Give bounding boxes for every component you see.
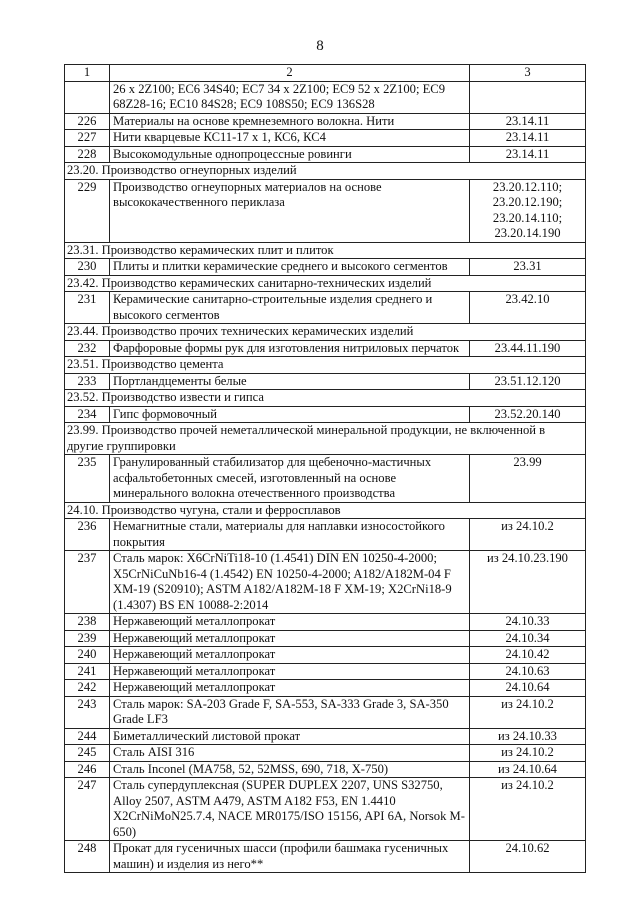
row-number: 248 <box>65 841 110 873</box>
okpd-code: 23.14.11 <box>470 146 586 163</box>
section-header-row <box>65 324 586 341</box>
okpd-code: 24.10.64 <box>470 680 586 697</box>
product-name: 26 x 2Z100; EC6 34S40; EC7 34 x 2Z100; EC9 52 x 2Z100; EC9 68Z28-16; EC10 84S28; EC9 108S50; EC9 136S28 <box>110 81 470 113</box>
table-row <box>65 614 586 631</box>
header-col-2: 2 <box>110 65 470 82</box>
row-number: 229 <box>65 179 110 242</box>
table-row <box>65 292 586 324</box>
row-number: 230 <box>65 259 110 276</box>
table-row <box>65 696 586 728</box>
product-name: Высокомодульные однопроцессные ровинги <box>110 146 470 163</box>
okpd-code: 24.10.62 <box>470 841 586 873</box>
row-number: 237 <box>65 551 110 614</box>
okpd-code: из 24.10.2 <box>470 519 586 551</box>
row-number: 247 <box>65 778 110 841</box>
table-row <box>65 81 586 113</box>
row-number: 242 <box>65 680 110 697</box>
row-number: 226 <box>65 113 110 130</box>
row-number: 234 <box>65 406 110 423</box>
section-title: 23.51. Производство цемента <box>65 357 586 374</box>
row-number: 228 <box>65 146 110 163</box>
section-header-row <box>65 390 586 407</box>
okpd-code <box>470 81 586 113</box>
table-row <box>65 373 586 390</box>
section-title: 23.42. Производство керамических санитарно-технических изделий <box>65 275 586 292</box>
section-header-row <box>65 242 586 259</box>
table-row <box>65 406 586 423</box>
row-number: 235 <box>65 455 110 503</box>
row-number: 233 <box>65 373 110 390</box>
product-name: Сталь марок: X6CrNiTi18-10 (1.4541) DIN EN 10250-4-2000; X5CrNiCuNb16-4 (1.4542) EN 10250-4-2000; A182/A182M-04 F XM-19 (S20910); ASTM A182/A182M-18 F XM-19; X2CrNi18-9 (1.4307) BS EN 10088-2:2014 <box>110 551 470 614</box>
product-name: Нержавеющий металлопрокат <box>110 614 470 631</box>
product-name: Фарфоровые формы рук для изготовления нитриловых перчаток <box>110 340 470 357</box>
page-number: 8 <box>316 38 324 54</box>
okpd-code: 23.51.12.120 <box>470 373 586 390</box>
product-name: Керамические санитарно-строительные изделия среднего и высокого сегментов <box>110 292 470 324</box>
table-row <box>65 663 586 680</box>
table-row <box>65 745 586 762</box>
okpd-code: 23.31 <box>470 259 586 276</box>
row-number: 238 <box>65 614 110 631</box>
product-name: Гипс формовочный <box>110 406 470 423</box>
okpd-code: 24.10.63 <box>470 663 586 680</box>
product-name: Гранулированный стабилизатор для щебеночно-мастичных асфальтобетонных смесей, изготовленный на основе минерального волокна отечественного производства <box>110 455 470 503</box>
table-row <box>65 340 586 357</box>
product-name: Сталь AISI 316 <box>110 745 470 762</box>
row-number: 239 <box>65 630 110 647</box>
row-number: 244 <box>65 728 110 745</box>
product-name: Производство огнеупорных материалов на основе высококачественного периклаза <box>110 179 470 242</box>
okpd-code: из 24.10.2 <box>470 745 586 762</box>
row-number: 227 <box>65 130 110 147</box>
okpd-code: 23.20.12.110; 23.20.12.190; 23.20.14.110; 23.20.14.190 <box>470 179 586 242</box>
okpd-code: из 24.10.23.190 <box>470 551 586 614</box>
classification-table <box>64 64 586 873</box>
row-number: 236 <box>65 519 110 551</box>
section-title: 23.31. Производство керамических плит и плиток <box>65 242 586 259</box>
product-name: Немагнитные стали, материалы для наплавки износостойкого покрытия <box>110 519 470 551</box>
row-number: 243 <box>65 696 110 728</box>
okpd-code: 24.10.33 <box>470 614 586 631</box>
table-row <box>65 519 586 551</box>
product-name: Нержавеющий металлопрокат <box>110 647 470 664</box>
section-title: 23.20. Производство огнеупорных изделий <box>65 163 586 180</box>
okpd-code: из 24.10.2 <box>470 696 586 728</box>
section-header-row <box>65 275 586 292</box>
table-row <box>65 146 586 163</box>
table-row <box>65 778 586 841</box>
product-name: Нити кварцевые КС11-17 х 1, КС6, КС4 <box>110 130 470 147</box>
okpd-code: 23.42.10 <box>470 292 586 324</box>
table-row <box>65 728 586 745</box>
table-row <box>65 630 586 647</box>
product-name: Сталь Inconel (MA758, 52, 52MSS, 690, 718, X-750) <box>110 761 470 778</box>
product-name: Материалы на основе кремнеземного волокна. Нити <box>110 113 470 130</box>
product-name: Нержавеющий металлопрокат <box>110 663 470 680</box>
okpd-code: из 24.10.64 <box>470 761 586 778</box>
product-name: Сталь марок: SA-203 Grade F, SA-553, SA-333 Grade 3, SA-350 Grade LF3 <box>110 696 470 728</box>
product-name: Сталь супердуплексная (SUPER DUPLEX 2207, UNS S32750, Alloy 2507, ASTM A479, ASTM A182 F53, EN 1.4410 X2CrNiMoN25.7.4, NACE MR0175/ISO 15156, API 6A, Norsok M-650) <box>110 778 470 841</box>
okpd-code: 23.44.11.190 <box>470 340 586 357</box>
section-title: 23.44. Производство прочих технических керамических изделий <box>65 324 586 341</box>
header-col-1: 1 <box>65 65 110 82</box>
table-row <box>65 647 586 664</box>
section-title: 24.10. Производство чугуна, стали и ферросплавов <box>65 502 586 519</box>
table-row <box>65 455 586 503</box>
okpd-code: 24.10.34 <box>470 630 586 647</box>
section-header-row <box>65 163 586 180</box>
product-name: Портландцементы белые <box>110 373 470 390</box>
okpd-code: из 24.10.2 <box>470 778 586 841</box>
product-name: Нержавеющий металлопрокат <box>110 680 470 697</box>
section-title: 23.52. Производство извести и гипса <box>65 390 586 407</box>
table-row <box>65 113 586 130</box>
section-title: 23.99. Производство прочей неметаллической минеральной продукции, не включенной в другие группировки <box>65 423 586 455</box>
table-row <box>65 130 586 147</box>
okpd-code: 24.10.42 <box>470 647 586 664</box>
okpd-code: 23.14.11 <box>470 113 586 130</box>
product-name: Нержавеющий металлопрокат <box>110 630 470 647</box>
okpd-code: 23.52.20.140 <box>470 406 586 423</box>
okpd-code: 23.99 <box>470 455 586 503</box>
row-number: 232 <box>65 340 110 357</box>
row-number: 231 <box>65 292 110 324</box>
section-header-row <box>65 423 586 455</box>
section-header-row <box>65 502 586 519</box>
row-number: 245 <box>65 745 110 762</box>
header-col-3: 3 <box>470 65 586 82</box>
row-number: 241 <box>65 663 110 680</box>
table-header-row <box>65 65 586 82</box>
product-name: Прокат для гусеничных шасси (профили башмака гусеничных машин) и изделия из него** <box>110 841 470 873</box>
product-name: Плиты и плитки керамические среднего и высокого сегментов <box>110 259 470 276</box>
table-row <box>65 259 586 276</box>
okpd-code: 23.14.11 <box>470 130 586 147</box>
table-row <box>65 179 586 242</box>
row-number: 246 <box>65 761 110 778</box>
section-header-row <box>65 357 586 374</box>
table-row <box>65 841 586 873</box>
table-row <box>65 680 586 697</box>
okpd-code: из 24.10.33 <box>470 728 586 745</box>
row-number: 240 <box>65 647 110 664</box>
product-name: Биметаллический листовой прокат <box>110 728 470 745</box>
table-row <box>65 761 586 778</box>
table-row <box>65 551 586 614</box>
row-number <box>65 81 110 113</box>
